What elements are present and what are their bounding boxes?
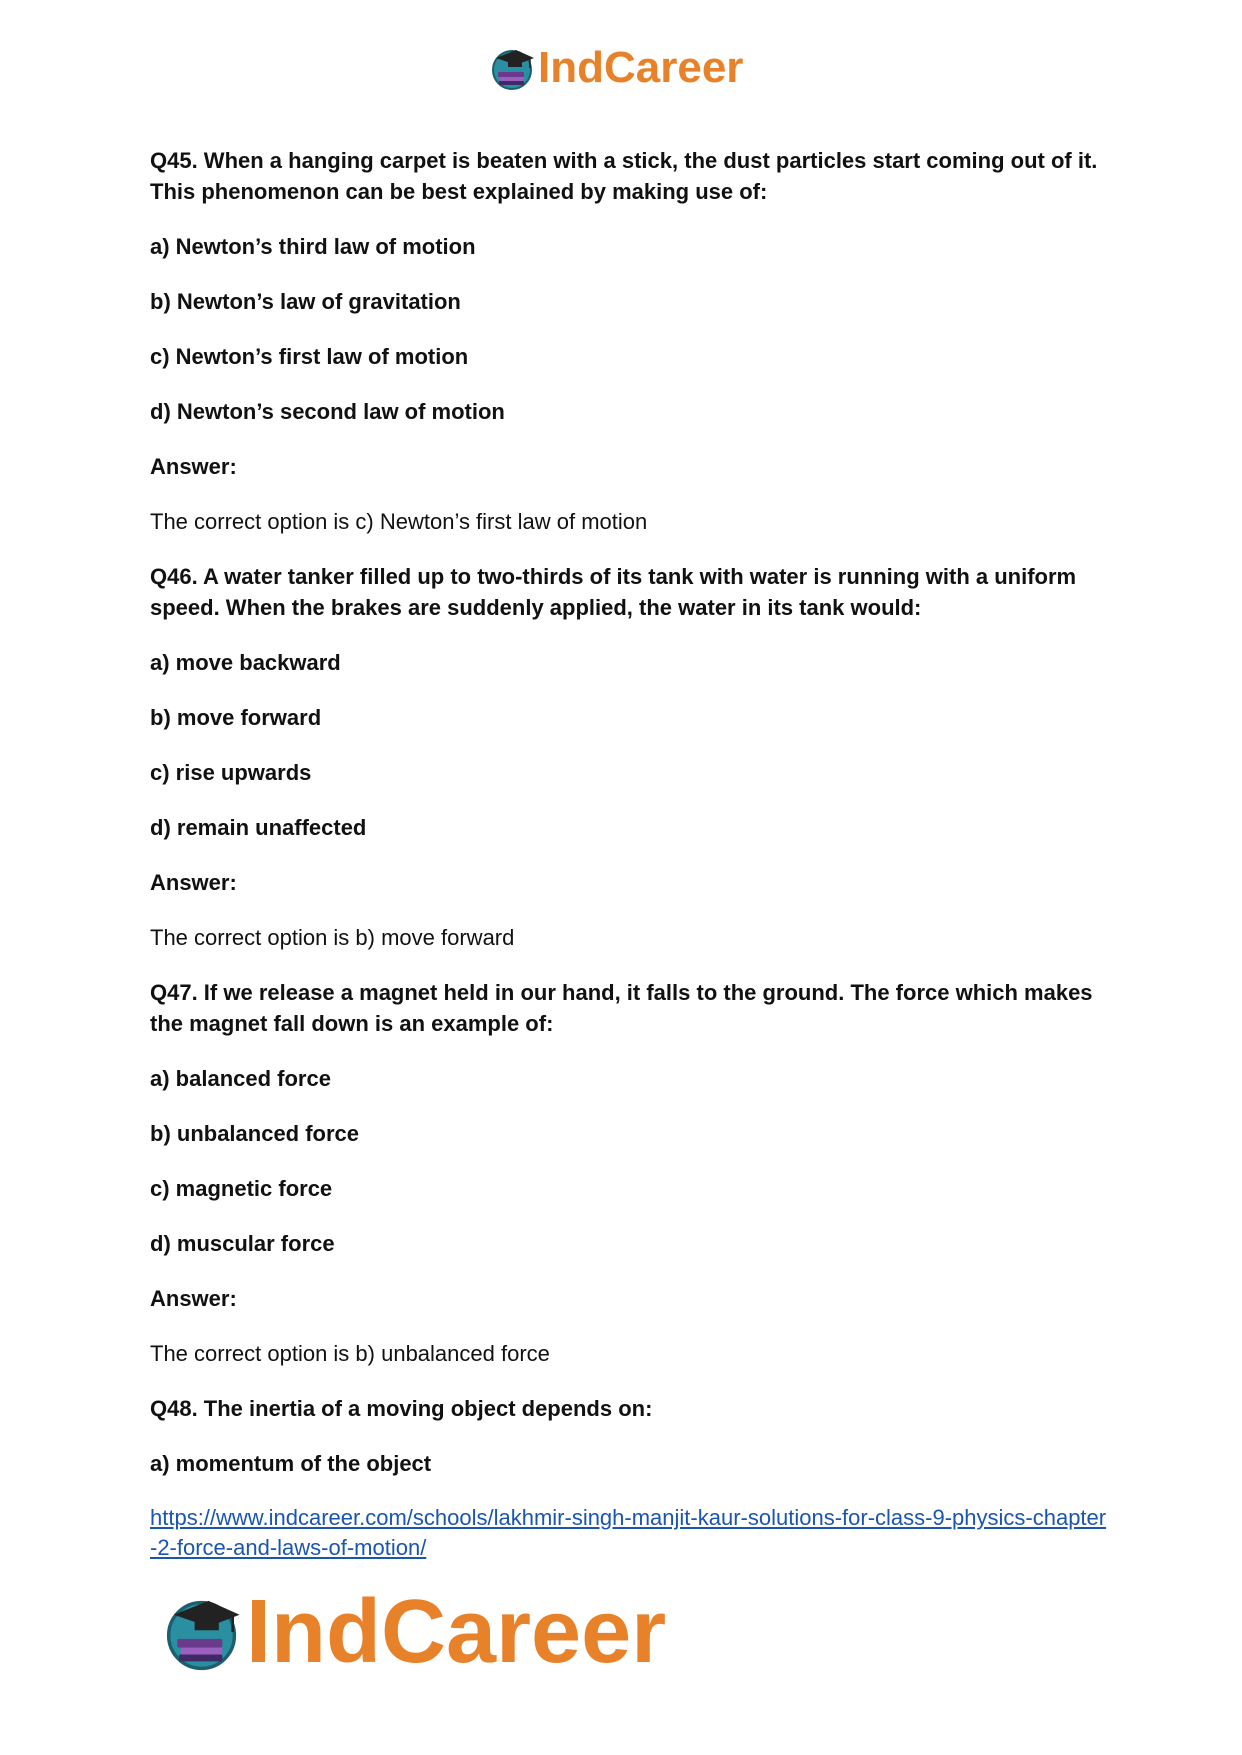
answer-label: Answer:: [150, 454, 237, 479]
footer-logo: [160, 1577, 666, 1687]
answer-label: Answer:: [150, 1286, 237, 1311]
answer-label: Answer:: [150, 870, 237, 895]
logo-text: IndCareer: [538, 43, 744, 92]
option-item: c) rise upwards: [150, 760, 312, 785]
graduation-book-icon: [160, 1587, 250, 1677]
answer-text: The correct option is b) unbalanced force: [150, 1341, 550, 1366]
question-text: Q46. A water tanker filled up to two-thirds of its tank with water is running with a uniform speed. When the brakes are suddenly applied, the water in its tank would:: [150, 564, 1077, 620]
question-text: Q47. If we release a magnet held in our hand, it falls to the ground. The force which makes the magnet fall down is an example of:: [150, 980, 1093, 1036]
graduation-book-icon: [488, 42, 540, 94]
option-item: b) unbalanced force: [150, 1121, 360, 1146]
question-block: [150, 145, 1100, 537]
document-content: [150, 145, 1100, 1503]
option-item: c) magnetic force: [150, 1176, 333, 1201]
option-item: a) move backward: [150, 650, 341, 675]
question-text: Q45. When a hanging carpet is beaten with a stick, the dust particles start coming out of it. This phenomenon can be best explained by making use of:: [150, 148, 1098, 204]
option-item: a) balanced force: [150, 1066, 331, 1091]
option-item: d) remain unaffected: [150, 815, 367, 840]
question-block: [150, 977, 1100, 1369]
option-item: b) Newton’s law of gravitation: [150, 289, 461, 314]
answer-text: The correct option is c) Newton’s first law of motion: [150, 509, 648, 534]
option-item: b) move forward: [150, 705, 322, 730]
answer-text: The correct option is b) move forward: [150, 925, 515, 950]
option-item: d) muscular force: [150, 1231, 335, 1256]
option-item: d) Newton’s second law of motion: [150, 399, 505, 424]
option-item: a) momentum of the object: [150, 1451, 432, 1476]
question-block: [150, 561, 1100, 953]
option-item: c) Newton’s first law of motion: [150, 344, 469, 369]
question-block: [150, 1393, 1100, 1479]
question-text: Q48. The inertia of a moving object depends on:: [150, 1396, 653, 1421]
source-link[interactable]: https://www.indcareer.com/schools/lakhmir-singh-manjit-kaur-solutions-for-class-9-physics-chapter-2-force-and-laws-of-motion/: [150, 1505, 1107, 1560]
logo-text: IndCareer: [246, 1582, 667, 1682]
option-item: a) Newton’s third law of motion: [150, 234, 476, 259]
header-logo: [488, 40, 743, 96]
